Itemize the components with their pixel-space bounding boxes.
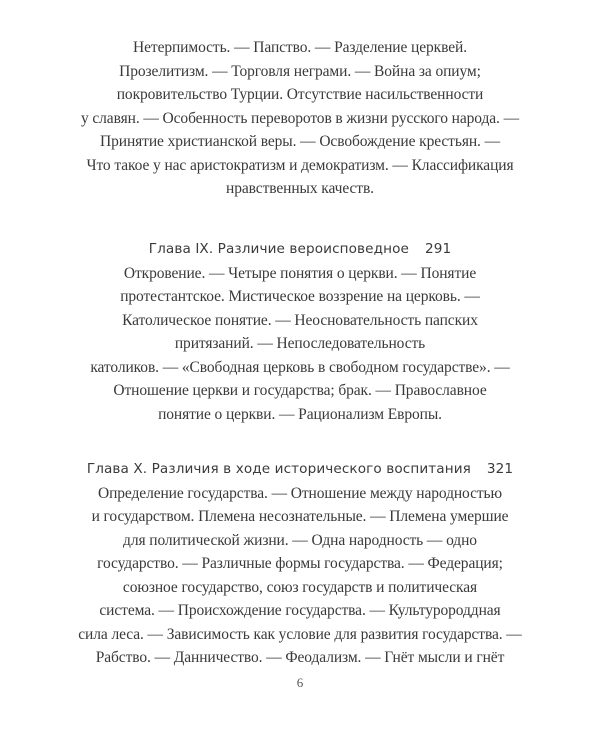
text-line: Отношение церкви и государства; брак. — Православное [113,382,487,399]
text-line: нравственных качеств. [226,180,374,197]
text-line: государство. — Различные формы государства. — Федерация; [97,555,503,572]
text-line: и государством. Племена несознательные. — Племена умершие [91,508,509,525]
chapter-page-number: 321 [486,461,514,477]
text-line: Что такое у нас аристократизм и демократизм. — Классификация [86,156,514,174]
text-line: понятие о церкви. — Рационализм Европы. [158,405,442,423]
text-line: система. — Происхождение государства. — Культуророддная [99,602,501,619]
chapter-heading [60,238,540,262]
text-line: у славян. — Особенность переворотов в жизни русского народа. — [80,109,520,127]
chapter-title: Глава IX. Различие вероисповедное [148,241,409,257]
text-line: протестантское. Мистическое воззрение на церковь. — [120,288,480,305]
text-line: союзное государство, союз государств и политическая [122,578,478,596]
text-line: Католическое понятие. — Неосновательность папских [122,311,478,329]
text-line: Прозелитизм. — Торговля неграми. — Война за опиум; [119,62,481,80]
text-line: Нетерпимость. — Папство. — Разделение церквей. [133,39,467,56]
text-line: Принятие христианской веры. — Освобождение крестьян. — [100,133,500,150]
text-line: Рабство. — Данничество. — Феодализм. — Гнёт мысли и гнёт [95,649,505,666]
text-line: покровительство Турции. Отсутствие насильственности [116,86,484,103]
text-line: сила леса. — Зависимость как условие для развития государства. — [78,625,522,643]
chapter-10-entry [60,458,540,670]
text-line: католиков. — «Свободная церковь в свободном государстве». — [90,358,510,376]
text-line: Откровение. — Четыре понятия о церкви. — Понятие [123,264,477,282]
contents-section-continued [60,36,540,201]
chapter-title: Глава X. Различия в ходе исторического воспитания [86,461,471,477]
text-line: притязаний. — Непоследовательность [174,335,426,352]
page-number: 6 [296,675,304,690]
chapter-page-number: 291 [425,241,452,257]
text-line: Определение государства. — Отношение между народностью [97,484,502,502]
chapter-9-entry [60,238,540,426]
chapter-heading [60,458,540,482]
text-line: для политической жизни. — Одна народность — одно [123,531,477,549]
